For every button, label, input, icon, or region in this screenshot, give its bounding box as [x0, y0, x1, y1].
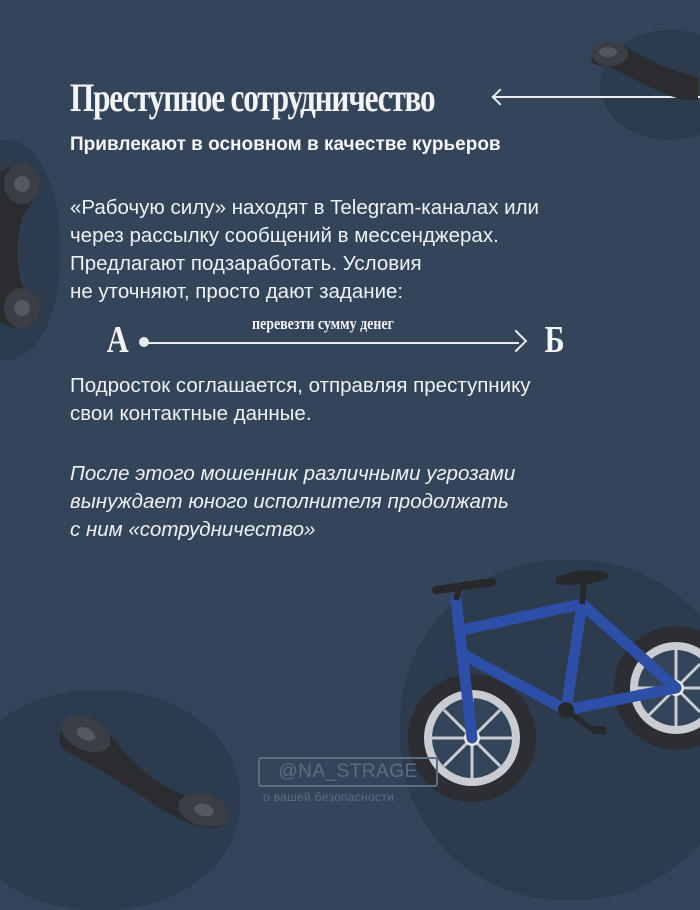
phone-handset-icon [588, 38, 700, 108]
flow-end-letter: Б [544, 319, 565, 361]
paragraph-line: После этого мошенник различными угрозами [70, 462, 516, 485]
paragraph-line: Предлагают подзаработать. Условия [70, 252, 422, 275]
paragraph-line: через рассылку сообщений в мессенджерах. [70, 224, 499, 247]
flow-arrow-head [505, 330, 528, 353]
bicycle-icon [406, 560, 700, 822]
paragraph-line: свои контактные данные. [70, 402, 312, 425]
paragraph-line: не уточняют, просто дают задание: [70, 280, 404, 303]
flow-arrow-line [145, 342, 519, 344]
page-title: Преступное сотрудничество [70, 75, 435, 120]
flow-start-letter: А [106, 319, 129, 361]
paragraph-line: вынуждает юного исполнителя продолжать [70, 490, 509, 513]
page-subtitle: Привлекают в основном в качестве курьеров [70, 134, 501, 155]
phone-handset-icon [0, 162, 46, 332]
paragraph-line: Подросток соглашается, отправляя преступнику [70, 374, 531, 397]
watermark-tagline: о вашей безопасности [263, 790, 395, 804]
watermark-handle: @NA_STRAGE [258, 757, 438, 787]
flow-label: перевезти сумму денег [252, 314, 394, 333]
phone-handset-icon [54, 710, 234, 830]
paragraph-line: «Рабочую силу» находят в Telegram-каналах или [70, 196, 540, 219]
paragraph-line: с ним «сотрудничество» [70, 518, 316, 541]
